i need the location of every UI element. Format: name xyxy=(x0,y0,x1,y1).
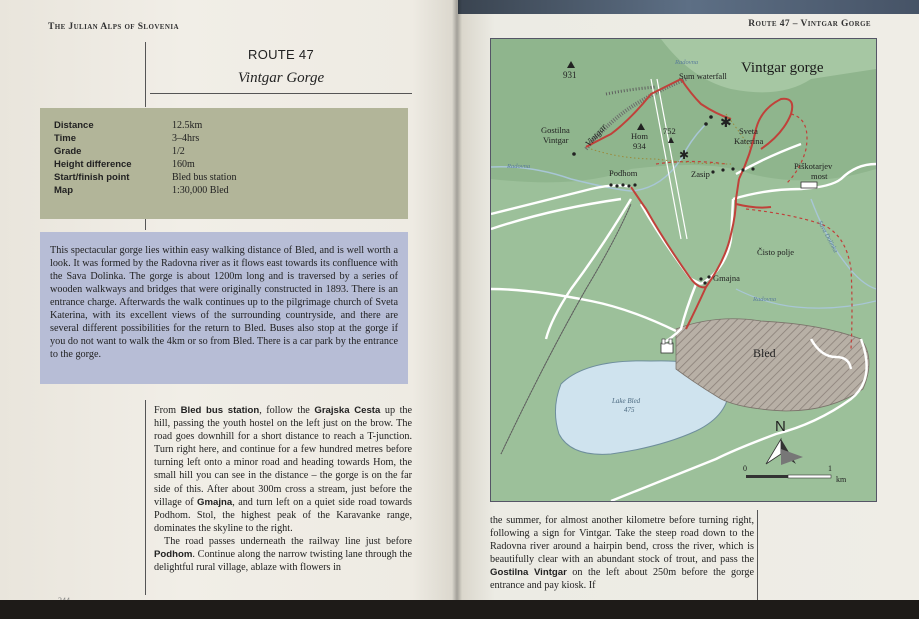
body-paragraph xyxy=(490,514,754,593)
info-key: Start/finish point xyxy=(54,172,130,183)
route-number: ROUTE 47 xyxy=(248,47,314,62)
label-752: 752 xyxy=(663,126,676,136)
place-name: Gostilna Vintgar xyxy=(490,567,567,579)
info-key: Grade xyxy=(54,146,82,157)
table-edge xyxy=(0,600,919,619)
label-gostilna-2: Vintgar xyxy=(543,135,569,145)
label-gostilna: Gostilna xyxy=(541,125,570,135)
label-sava-dolinka: Sava Dolinka xyxy=(816,219,839,255)
text-run: , follow the xyxy=(259,405,315,416)
label-podhom: Podhom xyxy=(609,168,638,178)
title-rule-horizontal xyxy=(150,93,412,94)
info-value: 1/2 xyxy=(172,146,185,157)
map-title: Vintgar gorge xyxy=(741,60,824,76)
left-page xyxy=(0,0,458,619)
body-paragraph xyxy=(154,404,412,535)
label-lake-475: 475 xyxy=(624,406,635,414)
body-rule-vertical xyxy=(145,400,146,595)
north-label: N xyxy=(775,418,786,435)
info-key: Height difference xyxy=(54,159,132,170)
label-sveta: Sveta xyxy=(739,126,758,136)
info-value: 160m xyxy=(172,159,195,170)
label-piskotarjev: Piškotarjev xyxy=(794,161,833,171)
page-top-edge xyxy=(458,0,919,14)
info-value: 3–4hrs xyxy=(172,133,200,144)
label-hom-934: 934 xyxy=(633,141,646,151)
rule-tick xyxy=(145,219,146,230)
info-row xyxy=(54,146,185,157)
viewpoint-icon: ✱ xyxy=(720,115,732,131)
intro-box: This spectacular gorge lies within easy walking distance of Bled, and is well worth a look. It was formed by the Radovna river as it flows east towards its confluence with the Sava Dolinka. The gorge is about 1200m long and is traversed by a series of wooden walkways and bridges that were originally constructed in 1893. There is an entrance charge. Afterwards the walk continues up to the pilgrimage church of Sveta Katerina, with its excellent views of the surrounding countryside, and there are several different possibilities for the return to Bled. Buses also stop at the gorge if you do not want to walk the 4km or so from Bled. There is a car park by the entrance to the gorge. xyxy=(40,232,408,384)
info-row xyxy=(54,185,229,196)
label-vintgar: Vintgar xyxy=(583,121,609,149)
info-row xyxy=(54,172,236,183)
label-hom: Hom xyxy=(631,131,648,141)
info-key: Map xyxy=(54,185,73,196)
route-description xyxy=(154,404,412,574)
label-gmajna: Gmajna xyxy=(713,273,740,283)
label-lake-bled: Lake Bled xyxy=(612,397,641,405)
text-run: up the hill, passing the youth hostel on the left just on the brow. The road goes downhill for a short distance to reach a T-junction. Turn right here, and continue for a few hundred metres before turning left onto a minor road and heading towards Hom, the small hill you can see in the distance – the gorge is on the far side of this. After about 300m cross a stream, just before the village of xyxy=(154,405,413,508)
label-zasip: Zasip xyxy=(691,169,710,179)
label-radovna-top: Radovna xyxy=(675,59,699,66)
place-name: Podhom xyxy=(154,549,193,561)
route-map xyxy=(490,38,877,502)
text-run: the summer, for almost another kilometre before turning right, following a sign for Vintgar. Take the steep road down to the Radovna river around a hairpin bend, cross the river, which is beautifully clear with an abundant stock of trout, and pass the xyxy=(490,515,754,566)
text-run: . Continue along the narrow twisting lane through the delightful rural village, ablaze with flowers in xyxy=(154,549,412,574)
running-head-left: The Julian Alps of Slovenia xyxy=(48,22,179,32)
info-key: Time xyxy=(54,133,77,144)
viewpoint-icon: ✱ xyxy=(679,148,690,162)
body-rule-vertical-right xyxy=(757,510,758,600)
label-peak-931: 931 xyxy=(563,70,577,80)
text-run: From xyxy=(154,405,181,416)
scale-km: km xyxy=(836,475,847,484)
bridge-icon xyxy=(801,182,817,188)
text-run: , and turn left on a quiet side road towards Podhom. Stol, the highest peak of the Karavanke range, dominates the skyline to the right. xyxy=(154,496,412,534)
label-bled: Bled xyxy=(753,346,776,360)
route-description-continued xyxy=(490,514,754,593)
scale-one: 1 xyxy=(828,464,832,473)
info-row xyxy=(54,133,199,144)
place-name: Grajska Cesta xyxy=(314,405,381,416)
label-radovna-mid: Radovna xyxy=(753,296,777,303)
place-name: Gmajna xyxy=(197,496,233,508)
label-cisto-polje: Čisto polje xyxy=(757,247,795,257)
label-katerina: Katerina xyxy=(734,136,764,146)
info-value: Bled bus station xyxy=(172,172,237,183)
label-radovna-left: Radovna xyxy=(507,163,531,170)
place-name: Bled bus station xyxy=(180,405,260,416)
info-row xyxy=(54,120,202,131)
route-info-box xyxy=(40,108,408,219)
route-name: Vintgar Gorge xyxy=(237,70,325,86)
running-head-right: Route 47 – Vintgar Gorge xyxy=(748,19,871,29)
info-key: Distance xyxy=(54,120,94,131)
info-row xyxy=(54,159,195,170)
label-most: most xyxy=(811,171,828,181)
scale-zero: 0 xyxy=(743,464,747,473)
text-run: on the left about 250m before the gorge entrance and pay kiosk. If xyxy=(490,567,755,592)
scale-bar-segment xyxy=(788,475,831,478)
book-spine xyxy=(452,0,462,619)
text-run: The road passes underneath the railway line just before xyxy=(164,535,412,547)
body-paragraph xyxy=(154,535,412,574)
info-value: 12.5km xyxy=(172,120,203,131)
info-value: 1:30,000 Bled xyxy=(172,185,229,196)
label-sum-waterfall: Sum waterfall xyxy=(679,71,727,81)
title-rule-vertical xyxy=(145,42,146,107)
